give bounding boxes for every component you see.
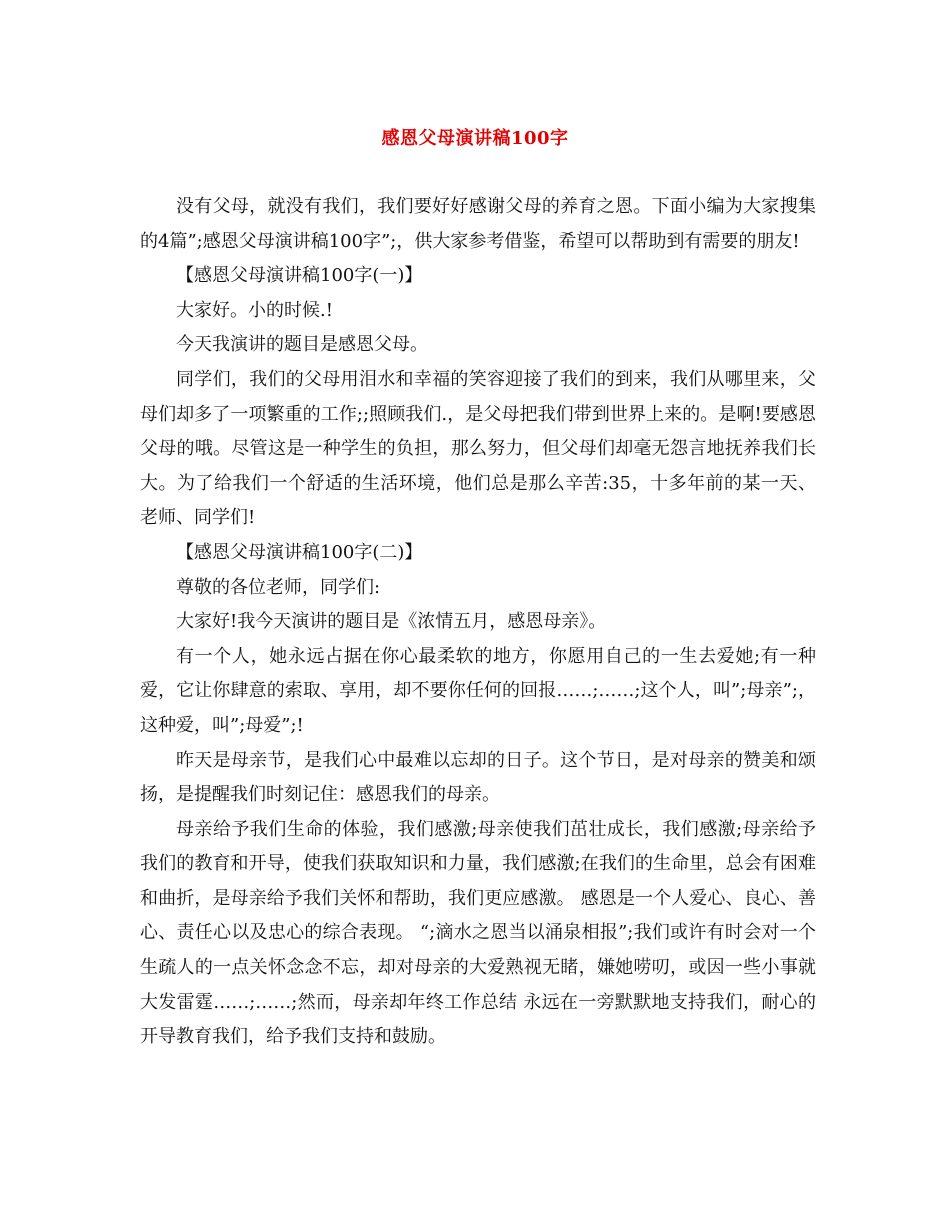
body-paragraph: 今天我演讲的题目是感恩父母。 bbox=[176, 334, 428, 356]
body-paragraph: 同学们，我们的父母用泪水和幸福的笑容迎接了我们的到来，我们从哪里来，父母们却多了一项繁重的工作;;照顾我们.，是父母把我们带到世界上来的。是啊!要感恩父母的哦。尽管这是一种学生的负担，那么努力，但父母们却毫无怨言地抚养我们长大。为了给我们一个舒适的生活环境，他们总是那么辛苦:35，十多年前的某一天、老师、同学们! bbox=[140, 368, 816, 529]
body-paragraph: 昨天是母亲节，是我们心中最难以忘却的日子。这个节日，是对母亲的赞美和颂扬，是提醒我们时刻记住：感恩我们的母亲。 bbox=[140, 749, 816, 806]
section-heading-one: 【感恩父母演讲稿100字(一)】 bbox=[176, 265, 423, 287]
section-heading-two: 【感恩父母演讲稿100字(二)】 bbox=[176, 541, 423, 563]
body-paragraph: 大家好。小的时候.! bbox=[176, 299, 333, 321]
body-paragraph: 母亲给予我们生命的体验，我们感激;母亲使我们茁壮成长，我们感激;母亲给予我们的教育和开导，使我们获取知识和力量，我们感激;在我们的生命里，总会有困难和曲折，是母亲给予我们关怀和帮助，我们更应感激。 感恩是一个人爱心、良心、善心、责任心以及忠心的综合表现。 “;滴水之恩当以涌泉相报”;我们或许有时会对一个生疏人的一点关怀念念不忘，却对母亲的大爱熟视无睹，嫌她唠叨，或因一些小事就大发雷霆……;……;然而，母亲却年终工作总结 永远在一旁默默地支持我们，耐心的开导教育我们，给予我们支持和鼓励。 bbox=[140, 818, 816, 1048]
intro-paragraph: 没有父母，就没有我们，我们要好好感谢父母的养育之恩。下面小编为大家搜集的4篇”;感恩父母演讲稿100字”;，供大家参考借鉴，希望可以帮助到有需要的朋友! bbox=[140, 196, 816, 252]
document-body bbox=[140, 190, 816, 1055]
body-paragraph: 尊敬的各位老师，同学们: bbox=[176, 576, 381, 598]
document-title: 感恩父母演讲稿100字 bbox=[381, 128, 569, 149]
body-paragraph: 有一个人，她永远占据在你心最柔软的地方，你愿用自己的一生去爱她;有一种爱，它让你肆意的索取、享用，却不要你任何的回报……;……;这个人，叫”;母亲”;，这种爱，叫”;母爱”;! bbox=[140, 645, 816, 736]
body-paragraph: 大家好!我今天演讲的题目是《浓情五月，感恩母亲》。 bbox=[176, 611, 607, 633]
